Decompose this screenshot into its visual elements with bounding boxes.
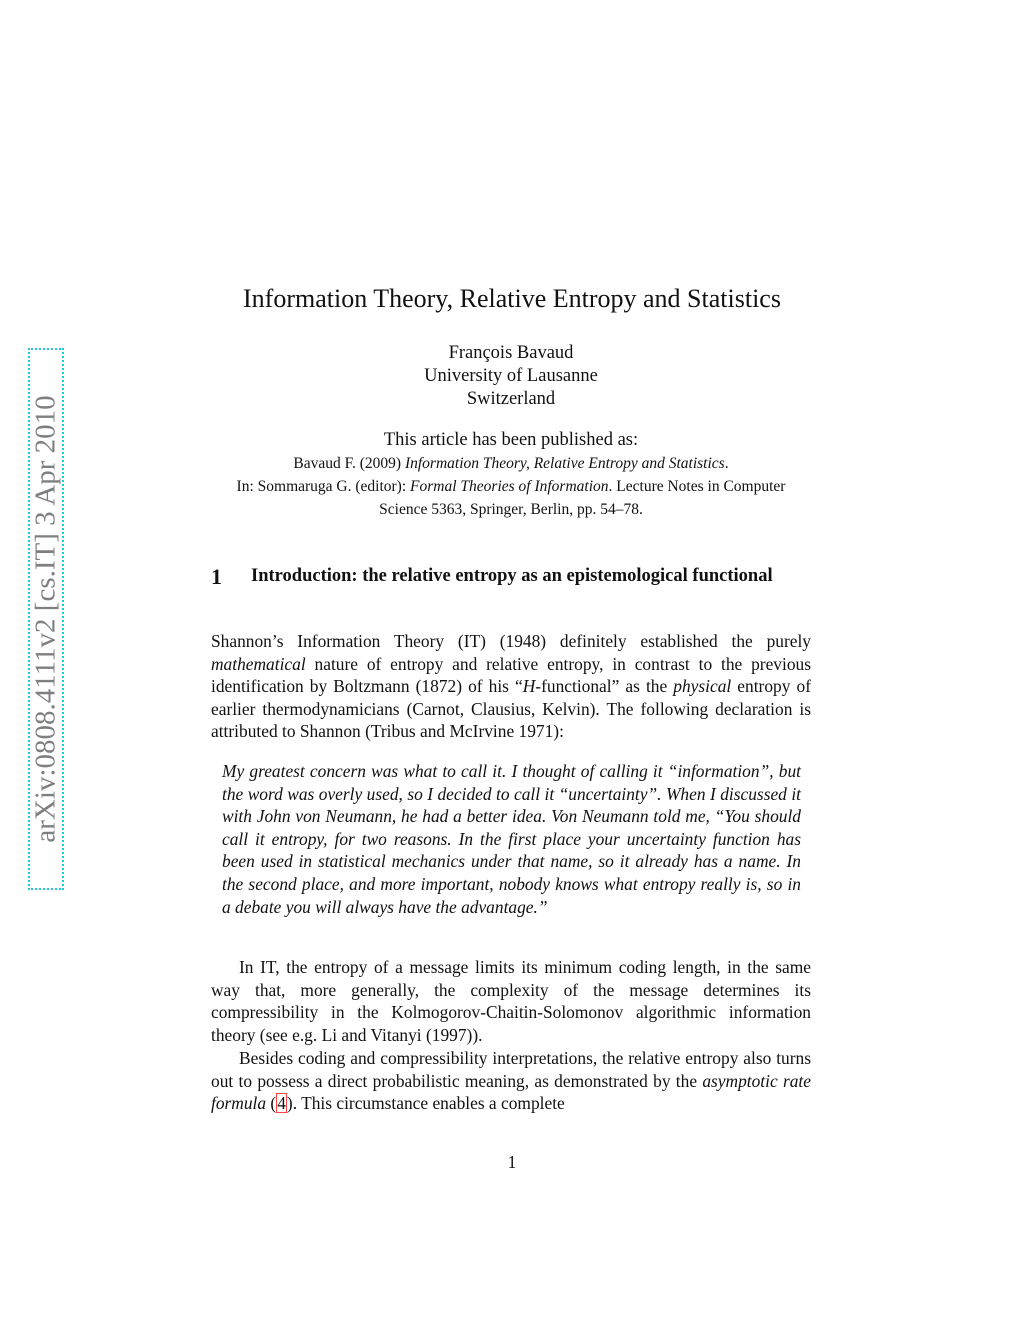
- author-name: François Bavaud: [448, 343, 574, 363]
- citation-text: Bavaud F. (2009): [293, 455, 405, 472]
- arxiv-identifier: arXiv:0808.4111v2 [cs.IT] 3 Apr 2010: [29, 395, 62, 843]
- paragraph-text: -functional” as the: [535, 676, 674, 697]
- author-country: Switzerland: [466, 389, 556, 409]
- citation-article-title: Information Theory, Relative Entropy and Statistics: [404, 455, 725, 472]
- paragraph-text: nature of entropy and relative entropy, in contrast to the previous identification by Boltzmann (1872) of his “: [211, 653, 811, 697]
- venue-book-title: Formal Theories of Information: [410, 478, 609, 495]
- publication-note: [211, 429, 811, 521]
- venue-text: . Lecture Notes in Computer Science 5363, Springer, Berlin, pp. 54–78.: [379, 478, 786, 518]
- citation-text: .: [724, 455, 729, 472]
- author-affiliation: University of Lausanne: [424, 366, 598, 386]
- publication-venue-line: [211, 475, 811, 521]
- math-symbol: H: [522, 676, 536, 697]
- publication-lead: This article has been published as:: [383, 430, 639, 450]
- emphasis: mathematical: [211, 653, 306, 674]
- section-title: Introduction: the relative entropy as an epistemological functional: [251, 566, 773, 586]
- publication-citation-line: [211, 452, 811, 475]
- emphasis: physical: [673, 676, 732, 697]
- page-number: 1: [507, 1152, 517, 1172]
- paragraph-text: entropy of earlier thermodynamicians (Carnot, Clausius, Kelvin). The following declaration is attributed to Shannon (Tribus and McIrvine 1971):: [211, 676, 811, 742]
- equation-reference-link[interactable]: 4: [277, 1093, 286, 1114]
- author-block: [211, 342, 811, 411]
- coding-paragraph: In IT, the entropy of a message limits its minimum coding length, in the same way that, more generally, the complexity of the message determines its compressibility in the Kolmogorov-Chaitin-Solomonov algorithmic information theory (see e.g. Li and Vitanyi (1997)).: [211, 957, 811, 1045]
- paper-title: Information Theory, Relative Entropy and Statistics: [243, 284, 781, 313]
- arxiv-stamp[interactable]: [28, 348, 64, 890]
- probabilistic-paragraph: [211, 1047, 811, 1115]
- paragraph-text: ). This circumstance enables a complete: [286, 1093, 565, 1114]
- shannon-quote: My greatest concern was what to call it. I thought of calling it “information”, but the word was overly used, so I decided to call it “uncertainty”. When I discussed it with John von Neumann, he had a better idea. Von Neumann told me, “You should call it entropy, for two reasons. In the first place your uncertainty function has been used in statistical mechanics under that name, so it already has a name. In the second place, and more important, nobody knows what entropy really is, so in a debate you will always have the advantage.”: [222, 761, 801, 917]
- section-heading: [211, 564, 811, 614]
- paragraph-text: Shannon’s Information Theory (IT) (1948) definitely established the purely: [211, 631, 811, 651]
- paragraph-text: Besides coding and compressibility interpretations, the relative entropy also turns out to possess a direct probabilistic meaning, as demonstrated by the: [211, 1048, 811, 1091]
- venue-text: In: Sommaruga G. (editor):: [236, 478, 411, 495]
- paragraph-text: (: [266, 1093, 277, 1114]
- emphasis: asymptotic rate formula: [211, 1070, 811, 1114]
- intro-paragraph: [211, 630, 811, 743]
- section-number: 1: [211, 564, 222, 589]
